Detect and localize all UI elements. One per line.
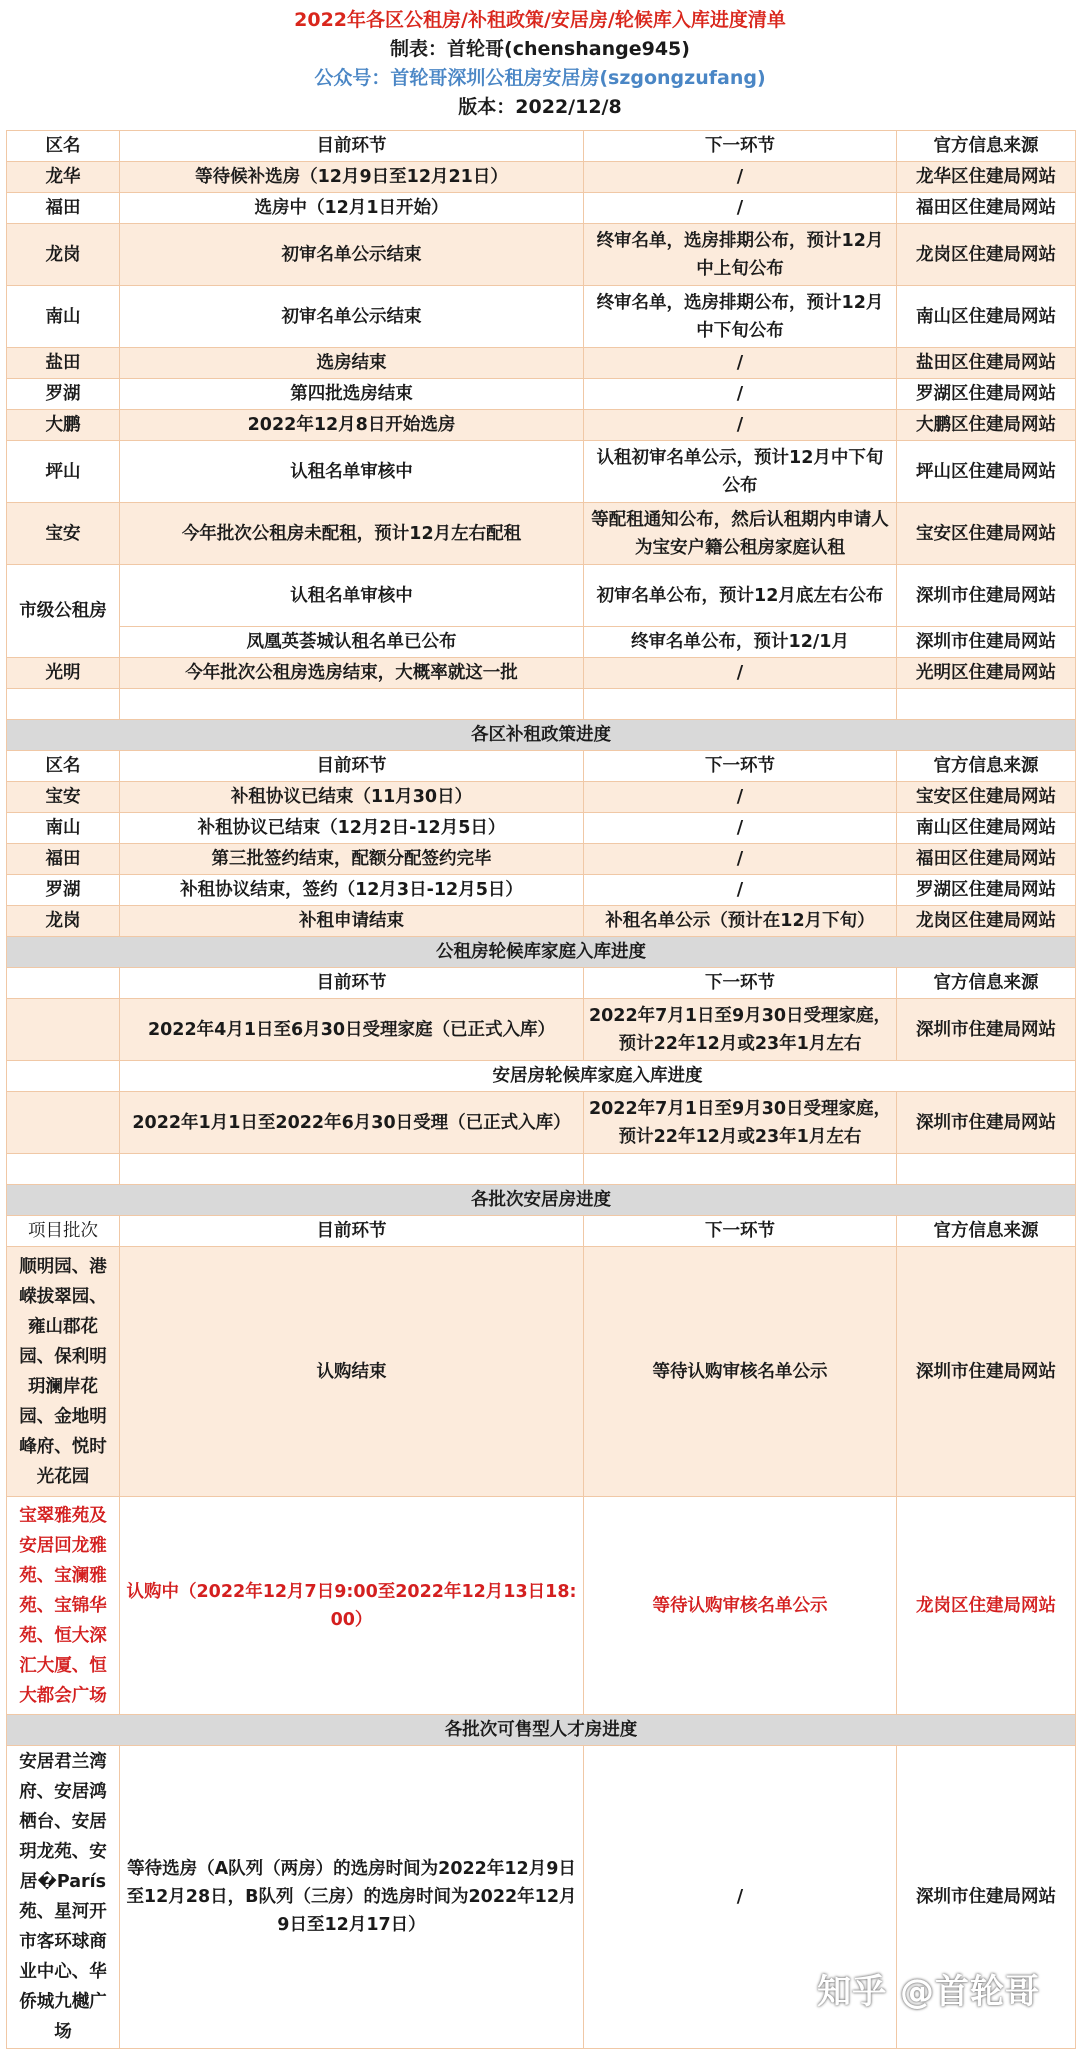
district-cell: 市级公租房 <box>7 565 120 658</box>
source-cell: 大鹏区住建局网站 <box>897 410 1076 441</box>
table-row <box>7 844 1076 875</box>
col-current: 目前环节 <box>120 131 584 162</box>
current-cell: 等待候补选房（12月9日至12月21日） <box>120 162 584 193</box>
next-cell: / <box>584 410 897 441</box>
col-district: 区名 <box>7 131 120 162</box>
col-batch: 项目批次 <box>7 1216 120 1247</box>
col-next: 下一环节 <box>584 968 897 999</box>
next-cell: / <box>584 875 897 906</box>
current-cell: 第三批签约结束，配额分配签约完毕 <box>120 844 584 875</box>
table-row <box>7 379 1076 410</box>
current-cell: 第四批选房结束 <box>120 379 584 410</box>
current-cell: 选房中（12月1日开始） <box>120 193 584 224</box>
current-cell: 今年批次公租房选房结束，大概率就这一批 <box>120 658 584 689</box>
current-cell: 选房结束 <box>120 348 584 379</box>
next-cell: 终审名单公布，预计12/1月 <box>584 627 897 658</box>
district-cell: 龙岗 <box>7 906 120 937</box>
table-row <box>7 162 1076 193</box>
next-cell: 等待认购审核名单公示 <box>584 1247 897 1497</box>
source-cell: 福田区住建局网站 <box>897 844 1076 875</box>
document-title: 2022年各区公租房/补租政策/安居房/轮候库入库进度清单 <box>294 9 786 31</box>
next-cell: 等配租通知公布，然后认租期内申请人为宝安户籍公租房家庭认租 <box>584 503 897 565</box>
next-cell: 2022年7月1日至9月30日受理家庭，预计22年12月或23年1月左右 <box>584 999 897 1061</box>
col-source: 官方信息来源 <box>897 968 1076 999</box>
next-cell: 认租初审名单公示，预计12月中下旬公布 <box>584 441 897 503</box>
next-cell: / <box>584 162 897 193</box>
source-cell: 深圳市住建局网站 <box>897 999 1076 1061</box>
table-row <box>7 999 1076 1061</box>
district-cell: 龙华 <box>7 162 120 193</box>
section-title-queue-rental: 公租房轮候库家庭入库进度 <box>7 937 1076 968</box>
zhihu-watermark: 知乎 @首轮哥 <box>817 1972 1040 2012</box>
next-cell: 2022年7月1日至9月30日受理家庭，预计22年12月或23年1月左右 <box>584 1092 897 1154</box>
source-cell: 深圳市住建局网站 <box>897 1746 1076 2049</box>
maker-line: 制表：首轮哥(chenshange945) <box>390 38 690 60</box>
source-cell: 深圳市住建局网站 <box>897 565 1076 627</box>
table-row <box>7 503 1076 565</box>
table-row <box>7 441 1076 503</box>
district-cell: 坪山 <box>7 441 120 503</box>
table-row <box>7 410 1076 441</box>
table-row <box>7 193 1076 224</box>
table-row <box>7 565 1076 627</box>
current-cell: 等待选房（A队列（两房）的选房时间为2022年12月9日至12月28日，B队列（三房）的选房时间为2022年12月9日至12月17日） <box>120 1746 584 2049</box>
current-cell: 认购结束 <box>120 1247 584 1497</box>
col-current: 目前环节 <box>120 751 584 782</box>
col-next: 下一环节 <box>584 751 897 782</box>
document-header <box>0 0 1080 124</box>
section-title-subsidy: 各区补租政策进度 <box>7 720 1076 751</box>
next-cell: / <box>584 348 897 379</box>
next-cell: / <box>584 1746 897 2049</box>
current-cell: 凤凰英荟城认租名单已公布 <box>120 627 584 658</box>
blank-row <box>7 1154 1076 1185</box>
table-row <box>7 782 1076 813</box>
next-cell: 补租名单公示（预计在12月下旬） <box>584 906 897 937</box>
blank-row <box>7 689 1076 720</box>
district-cell: 罗湖 <box>7 379 120 410</box>
next-cell: / <box>584 193 897 224</box>
district-cell: 南山 <box>7 286 120 348</box>
col-next: 下一环节 <box>584 131 897 162</box>
table-header-row <box>7 1216 1076 1247</box>
section-row <box>7 720 1076 751</box>
source-cell: 宝安区住建局网站 <box>897 782 1076 813</box>
source-cell: 光明区住建局网站 <box>897 658 1076 689</box>
col-source: 官方信息来源 <box>897 131 1076 162</box>
section-row <box>7 1061 1076 1092</box>
batch-cell: 宝翠雅苑及安居回龙雅苑、宝澜雅苑、宝锦华苑、恒大深汇大厦、恒大都会广场 <box>7 1497 120 1715</box>
table-row <box>7 813 1076 844</box>
table-row <box>7 1092 1076 1154</box>
table-row <box>7 1247 1076 1497</box>
progress-table <box>6 130 1076 2049</box>
next-cell: / <box>584 844 897 875</box>
district-cell: 罗湖 <box>7 875 120 906</box>
source-cell: 宝安区住建局网站 <box>897 503 1076 565</box>
next-cell: / <box>584 782 897 813</box>
next-cell: 初审名单公布，预计12月底左右公布 <box>584 565 897 627</box>
source-cell: 福田区住建局网站 <box>897 193 1076 224</box>
table-header-row <box>7 751 1076 782</box>
district-cell: 宝安 <box>7 782 120 813</box>
col-current: 目前环节 <box>120 968 584 999</box>
table-row <box>7 627 1076 658</box>
current-cell: 补租协议已结束（11月30日） <box>120 782 584 813</box>
source-cell: 深圳市住建局网站 <box>897 1092 1076 1154</box>
source-cell: 盐田区住建局网站 <box>897 348 1076 379</box>
table-row <box>7 906 1076 937</box>
current-cell: 2022年12月8日开始选房 <box>120 410 584 441</box>
current-cell: 补租协议已结束（12月2日-12月5日） <box>120 813 584 844</box>
batch-cell: 安居君兰湾府、安居鸿栖台、安居玥龙苑、安居�París苑、星河开市客环球商业中心、华侨城九樾广场 <box>7 1746 120 2049</box>
table-row <box>7 348 1076 379</box>
source-cell: 坪山区住建局网站 <box>897 441 1076 503</box>
table-row-highlight <box>7 1497 1076 1715</box>
district-cell: 盐田 <box>7 348 120 379</box>
account-line: 公众号：首轮哥深圳公租房安居房(szgongzufang) <box>314 67 766 89</box>
table-header-row <box>7 968 1076 999</box>
table-row <box>7 658 1076 689</box>
section-row <box>7 937 1076 968</box>
district-cell: 南山 <box>7 813 120 844</box>
current-cell: 初审名单公示结束 <box>120 224 584 286</box>
source-cell: 罗湖区住建局网站 <box>897 875 1076 906</box>
col-next: 下一环节 <box>584 1216 897 1247</box>
source-cell: 龙华区住建局网站 <box>897 162 1076 193</box>
district-cell: 福田 <box>7 844 120 875</box>
source-cell: 南山区住建局网站 <box>897 286 1076 348</box>
version-line: 版本：2022/12/8 <box>458 96 622 118</box>
district-cell: 龙岗 <box>7 224 120 286</box>
next-cell: 终审名单，选房排期公布，预计12月中上旬公布 <box>584 224 897 286</box>
next-cell: / <box>584 379 897 410</box>
current-cell: 今年批次公租房未配租，预计12月左右配租 <box>120 503 584 565</box>
next-cell: / <box>584 813 897 844</box>
current-cell: 2022年1月1日至2022年6月30日受理（已正式入库） <box>120 1092 584 1154</box>
source-cell: 罗湖区住建局网站 <box>897 379 1076 410</box>
next-cell: 等待认购审核名单公示 <box>584 1497 897 1715</box>
source-cell: 龙岗区住建局网站 <box>897 1497 1076 1715</box>
batch-cell: 顺明园、港嵘拔翠园、雍山郡花园、保利明玥澜岸花园、金地明峰府、悦时光花园 <box>7 1247 120 1497</box>
table-header-row <box>7 131 1076 162</box>
district-cell: 宝安 <box>7 503 120 565</box>
table-row <box>7 875 1076 906</box>
col-district: 区名 <box>7 751 120 782</box>
source-cell: 深圳市住建局网站 <box>897 1247 1076 1497</box>
table-row <box>7 286 1076 348</box>
source-cell: 南山区住建局网站 <box>897 813 1076 844</box>
district-cell: 光明 <box>7 658 120 689</box>
current-cell: 2022年4月1日至6月30日受理家庭（已正式入库） <box>120 999 584 1061</box>
current-cell: 补租申请结束 <box>120 906 584 937</box>
current-cell: 认租名单审核中 <box>120 565 584 627</box>
source-cell: 深圳市住建局网站 <box>897 627 1076 658</box>
district-cell: 福田 <box>7 193 120 224</box>
district-cell: 大鹏 <box>7 410 120 441</box>
section-row <box>7 1185 1076 1216</box>
current-cell: 补租协议结束，签约（12月3日-12月5日） <box>120 875 584 906</box>
current-cell: 认租名单审核中 <box>120 441 584 503</box>
current-cell: 认购中（2022年12月7日9:00至2022年12月13日18:00） <box>120 1497 584 1715</box>
current-cell: 初审名单公示结束 <box>120 286 584 348</box>
next-cell: 终审名单，选房排期公布，预计12月中下旬公布 <box>584 286 897 348</box>
col-source: 官方信息来源 <box>897 1216 1076 1247</box>
section-title-talent: 各批次可售型人才房进度 <box>7 1715 1076 1746</box>
col-current: 目前环节 <box>120 1216 584 1247</box>
table-row <box>7 224 1076 286</box>
source-cell: 龙岗区住建局网站 <box>897 224 1076 286</box>
section-title-anju: 各批次安居房进度 <box>7 1185 1076 1216</box>
next-cell: / <box>584 658 897 689</box>
col-source: 官方信息来源 <box>897 751 1076 782</box>
section-title-queue-anju: 安居房轮候库家庭入库进度 <box>120 1061 1076 1092</box>
section-row <box>7 1715 1076 1746</box>
source-cell: 龙岗区住建局网站 <box>897 906 1076 937</box>
